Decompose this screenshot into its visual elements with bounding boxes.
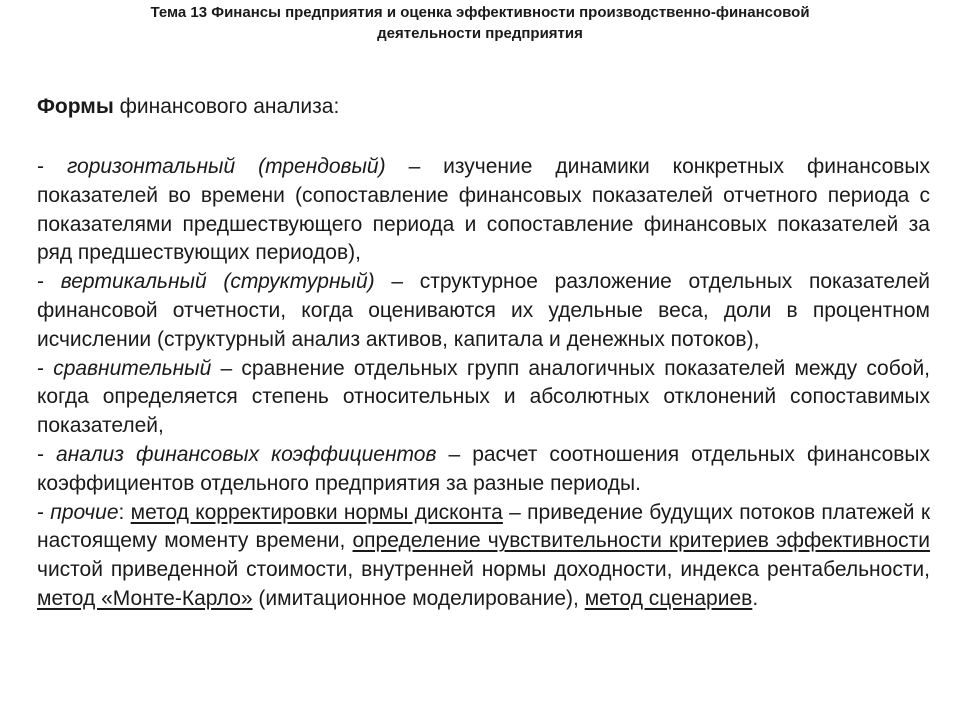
scenario-method-link[interactable]: метод сценариев bbox=[584, 586, 753, 610]
list-item-vertical bbox=[37, 268, 930, 354]
list-item-dash: - bbox=[37, 442, 57, 466]
other-text-1: – приведение будущих потоков платежей к настоящему моменту времени, bbox=[37, 500, 931, 553]
list-item-dash: - bbox=[37, 270, 61, 294]
section-heading-bold: Формы bbox=[37, 95, 114, 118]
list-item-term: прочие bbox=[50, 500, 119, 524]
list-item-text: – структурное разложение отдельных показателей финансовой отчетности, когда оцениваются их удельные веса, доли в процентном исчислении (структурный анализ активов, капитала и денежных потоков), bbox=[37, 270, 931, 351]
list-item-term: сравнительный bbox=[53, 356, 212, 380]
slide-title-line-2: деятельности предприятия bbox=[377, 25, 583, 42]
list-item-text: – расчет соотношения отдельных финансовых коэффициентов отдельного предприятия за разные периоды. bbox=[37, 442, 931, 495]
section-heading-rest: финансового анализа: bbox=[113, 95, 340, 118]
list-item-horizontal bbox=[37, 153, 930, 268]
analysis-forms-list bbox=[37, 153, 930, 614]
list-item-term: анализ финансовых коэффициентов bbox=[56, 442, 437, 466]
list-item-comparative bbox=[37, 355, 930, 441]
slide-title bbox=[40, 2, 920, 44]
other-text-2: чистой приведенной стоимости, внутренней нормы доходности, индекса рентабельности, bbox=[37, 558, 930, 582]
list-item-ratios bbox=[37, 441, 930, 499]
list-item-other bbox=[37, 499, 930, 614]
sensitivity-analysis-link[interactable]: определение чувствительности критериев эффективности bbox=[352, 529, 930, 553]
monte-carlo-link[interactable]: метод «Монте-Карло» bbox=[37, 586, 253, 610]
period-text: . bbox=[752, 586, 759, 610]
list-item-text: – сравнение отдельных групп аналогичных показателей между собой, когда определяется степень относительных и абсолютных отклонений сопоставимых показателей, bbox=[37, 356, 931, 438]
other-text-3: (имитационное моделирование), bbox=[252, 586, 585, 610]
list-item-dash: - bbox=[37, 356, 54, 380]
list-item-dash: - bbox=[37, 155, 67, 178]
colon-text: : bbox=[118, 500, 131, 524]
section-heading bbox=[37, 93, 339, 121]
list-item-text: – изучение динамики конкретных финансовых показателей во времени (сопоставление финансовых показателей отчетного периода с показателями предшествующего периода и сопоставление финансовых показателей за ряд предшествующих периодов), bbox=[37, 155, 931, 265]
list-item-dash: - bbox=[37, 500, 51, 524]
list-item-term: горизонтальный (трендовый) bbox=[66, 155, 386, 178]
discount-rate-method-link[interactable]: метод корректировки нормы дисконта bbox=[130, 500, 503, 524]
list-item-term: вертикальный (структурный) bbox=[60, 270, 375, 294]
slide-title-line-1: Тема 13 Финансы предприятия и оценка эффективности производственно-финансовой bbox=[150, 4, 810, 21]
